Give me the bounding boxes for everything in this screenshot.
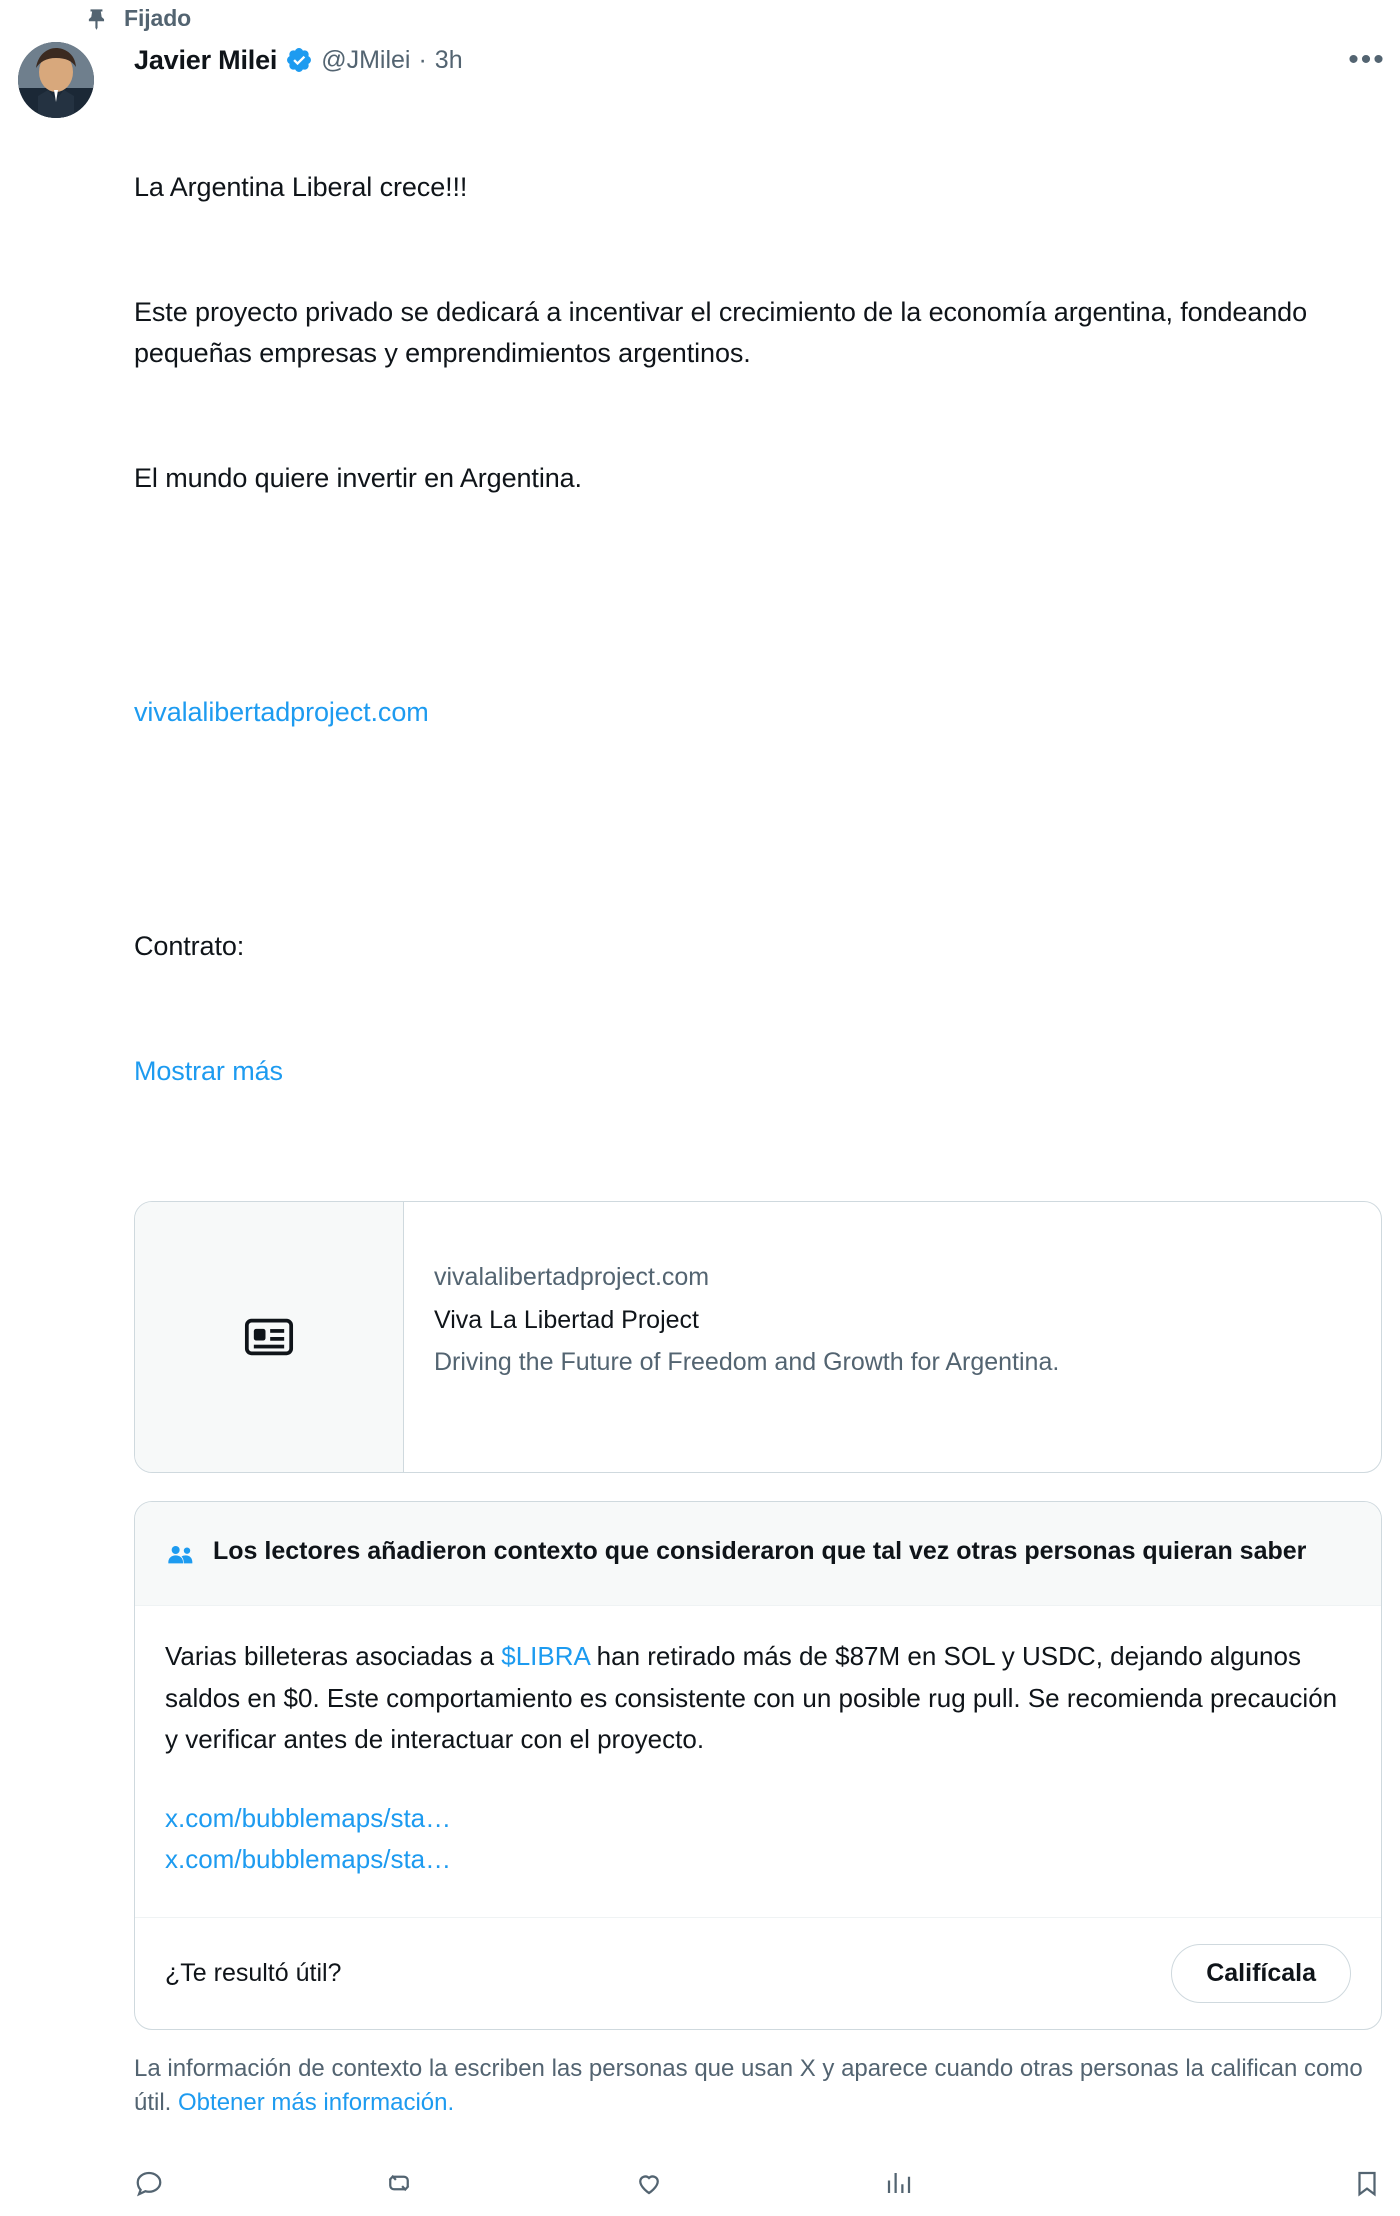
card-description: Driving the Future of Freedom and Growth for Argentina. (434, 1348, 1060, 1377)
reply-icon (134, 2168, 164, 2204)
tweet-timestamp[interactable]: 3h (434, 45, 463, 74)
tweet-text-line-1: La Argentina Liberal crece!!! (134, 172, 468, 203)
reply-button[interactable] (134, 2168, 384, 2204)
author-row (134, 38, 1386, 82)
retweet-button[interactable] (384, 2168, 634, 2204)
bookmark-button[interactable] (1352, 2168, 1382, 2204)
author-display-name[interactable]: Javier Milei (134, 44, 278, 75)
community-note (134, 1501, 1382, 2029)
text-spacer-2 (134, 817, 1382, 843)
tweet-content (134, 38, 1400, 2216)
like-icon (634, 2168, 664, 2204)
link-preview-card[interactable] (134, 1201, 1382, 1473)
tweet-text-line-2: Este proyecto privado se dedicará a incentivar el crecimiento de la economía argentina, fondeando pequeñas empresas y emprendimientos argentinos. (134, 296, 1315, 369)
card-info (404, 1202, 1087, 1472)
note-text-before: Varias billeteras asociadas a (165, 1641, 502, 1672)
community-note-header-text: Los lectores añadieron contexto que consideraron que tal vez otras personas quieran saber (213, 1537, 1307, 1566)
pin-icon (84, 5, 110, 31)
community-note-disclaimer (134, 2052, 1364, 2120)
tweet-action-bar (134, 2156, 1382, 2216)
community-note-links (165, 1798, 1351, 1881)
note-token-link[interactable]: $LIBRA (501, 1641, 590, 1672)
show-more-link[interactable]: Mostrar más (134, 1055, 283, 1086)
community-note-header (135, 1502, 1381, 1606)
views-icon (884, 2168, 914, 2204)
disclaimer-text: La información de contexto la escriben las personas que usan X y aparece cuando otras personas la califican como útil. (134, 2054, 1363, 2116)
author-handle[interactable]: @JMilei (321, 45, 411, 74)
views-button[interactable] (884, 2168, 1134, 2204)
bookmark-icon (1352, 2168, 1382, 2204)
text-spacer (134, 583, 1382, 609)
rate-note-button[interactable]: Califícala (1171, 1944, 1351, 2003)
avatar-column (18, 38, 134, 2216)
note-source-link-1[interactable]: x.com/bubblemaps/sta… (165, 1802, 452, 1833)
card-title: Viva La Libertad Project (434, 1305, 699, 1334)
tweet-text (134, 84, 1382, 1175)
pinned-indicator (0, 0, 1400, 38)
community-note-body (135, 1606, 1381, 1916)
avatar[interactable] (18, 42, 94, 118)
retweet-icon (384, 2168, 414, 2204)
separator-dot: · (418, 45, 427, 74)
tweet-inline-link[interactable]: vivalalibertadproject.com (134, 697, 429, 728)
like-button[interactable] (634, 2168, 884, 2204)
card-domain: vivalalibertadproject.com (434, 1263, 710, 1292)
contract-label: Contrato: (134, 930, 245, 961)
note-text-after: han retirado más de $87M en SOL y USDC, dejando algunos saldos en $0. Este comportamiento es consistente con un posible rug pull. Se recomienda precaución y verificar antes de interactuar con el proyecto. (165, 1641, 1338, 1754)
community-notes-icon (165, 1534, 197, 1575)
tweet-body (0, 38, 1400, 2216)
community-note-text (165, 1636, 1351, 1759)
note-helpful-question: ¿Te resultó útil? (165, 1958, 342, 1987)
disclaimer-learn-more-link[interactable]: Obtener más información. (178, 2088, 455, 2116)
community-note-footer (135, 1917, 1381, 2029)
tweet-text-line-3: El mundo quiere invertir en Argentina. (134, 463, 582, 494)
more-options-icon[interactable]: ••• (1348, 43, 1386, 76)
article-placeholder-icon (135, 1202, 404, 1472)
pinned-label: Fijado (124, 4, 192, 31)
verified-badge-icon (285, 46, 313, 74)
note-source-link-2[interactable]: x.com/bubblemaps/sta… (165, 1844, 452, 1875)
